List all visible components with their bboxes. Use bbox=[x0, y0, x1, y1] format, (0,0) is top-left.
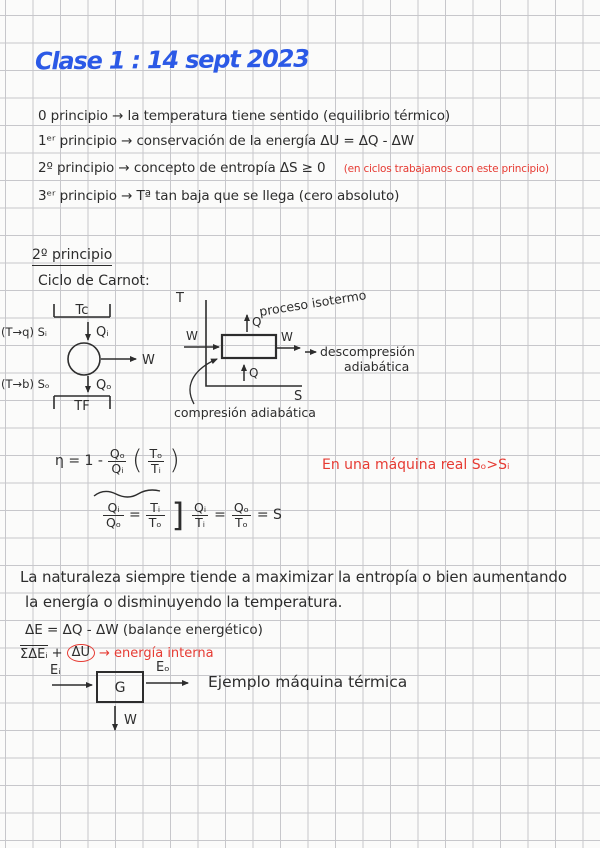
adiabatic-expansion-note-1: descompresión bbox=[320, 344, 415, 359]
open-paren: ( bbox=[131, 445, 143, 477]
qi-ti-fraction: $\frac{\text{Qᵢ}}{\text{Tᵢ}}$ bbox=[194, 500, 207, 530]
equals-2: = bbox=[214, 507, 226, 524]
sum-term: ΣΔEᵢ bbox=[20, 646, 48, 662]
circled-delta-u: ΔU bbox=[67, 644, 95, 662]
cold-reservoir-label: TF bbox=[74, 399, 90, 414]
heat-ratio-fraction: $\frac{\text{Qₒ}}{\text{Qᵢ}}$ bbox=[109, 446, 125, 476]
work-left-label: W bbox=[186, 329, 198, 343]
energy-out-label: Eₒ bbox=[156, 660, 170, 675]
equals-entropy: = S bbox=[256, 507, 282, 524]
efficiency-lhs: η = 1 - bbox=[55, 453, 103, 470]
machine-work-label: W bbox=[124, 713, 137, 728]
hot-reservoir-label: Tc bbox=[75, 303, 89, 318]
heat-bottom-label: Q bbox=[249, 366, 259, 380]
nature-paragraph-line2: la energía o disminuyendo la temperatura. bbox=[25, 593, 343, 611]
plus-sign: + bbox=[51, 645, 63, 661]
qo-to-fraction: $\frac{\text{Qₒ}}{\text{Tₒ}}$ bbox=[233, 500, 249, 530]
temp-ratio-fraction: $\frac{\text{Tₒ}}{\text{Tᵢ}}$ bbox=[149, 446, 163, 476]
energy-balance-formula: ΔE = ΔQ - ΔW (balance energético) bbox=[25, 622, 263, 638]
equals-1: = bbox=[129, 507, 141, 524]
machine-caption: Ejemplo máquina térmica bbox=[208, 673, 408, 691]
compression-note-arrow bbox=[190, 359, 217, 404]
section-subheading: Ciclo de Carnot: bbox=[38, 273, 150, 289]
internal-energy-red-note: → energía interna bbox=[98, 645, 214, 661]
entropy-equality-formula bbox=[103, 495, 282, 534]
heat-in-label: Qᵢ bbox=[96, 325, 109, 340]
ts-x-axis-label: S bbox=[294, 389, 303, 404]
adiabatic-compression-note: compresión adiabática bbox=[174, 405, 316, 420]
thermal-machine-diagram bbox=[20, 660, 230, 745]
energy-in-label: Eᵢ bbox=[50, 663, 61, 678]
ts-y-axis-label: T bbox=[176, 291, 184, 306]
carnot-cycle-rectangle bbox=[222, 335, 276, 358]
engine-circle bbox=[68, 343, 100, 375]
qi-qo-fraction: $\frac{\text{Qᵢ}}{\text{Qₒ}}$ bbox=[103, 501, 124, 530]
close-paren: ) bbox=[169, 445, 180, 477]
squiggle-path bbox=[94, 490, 160, 497]
nature-paragraph-line1: La naturaleza siempre tiende a maximizar la entropía o bien aumentando bbox=[20, 568, 567, 586]
generator-label: G bbox=[114, 680, 126, 696]
entropy-out-label: (T→b) Sₒ bbox=[1, 377, 50, 391]
principle-second: 2º principio → concepto de entropía ΔS ≥ 0 bbox=[38, 160, 326, 176]
heat-out-label: Qₒ bbox=[96, 378, 112, 393]
heat-top-label: Q bbox=[252, 315, 262, 329]
section-heading: 2º principio bbox=[32, 247, 112, 266]
work-out-label: W bbox=[142, 353, 155, 368]
principle-third: 3ᵉʳ principio → Tª tan baja que se llega (cero absoluto) bbox=[38, 188, 400, 204]
isothermal-note: proceso isotermo bbox=[258, 287, 368, 319]
work-right-label: W bbox=[281, 330, 293, 344]
ti-to-fraction: $\frac{\text{Tᵢ}}{\text{Tₒ}}$ bbox=[146, 501, 165, 530]
carnot-engine-diagram bbox=[0, 296, 160, 418]
principle-first: 1ᵉʳ principio → conservación de la energía ΔU = ΔQ - ΔW bbox=[38, 133, 415, 149]
real-machine-red-note: En una máquina real Sₒ>Sᵢ bbox=[322, 457, 510, 473]
entropy-in-label: (T→q) Sᵢ bbox=[1, 325, 47, 339]
page-title: Clase 1 : 14 sept 2023 bbox=[34, 44, 309, 76]
principle-second-row bbox=[38, 160, 549, 176]
grouping-bracket: ] bbox=[171, 495, 185, 534]
efficiency-formula bbox=[55, 447, 180, 476]
principle-second-red-note: (en ciclos trabajamos con este principio) bbox=[343, 163, 549, 175]
ts-diagram bbox=[168, 286, 478, 431]
adiabatic-expansion-note-2: adiabática bbox=[344, 359, 410, 374]
underbrace-squiggle bbox=[92, 487, 164, 499]
principle-zeroth: 0 principio → la temperatura tiene sentido (equilibrio térmico) bbox=[38, 108, 451, 124]
